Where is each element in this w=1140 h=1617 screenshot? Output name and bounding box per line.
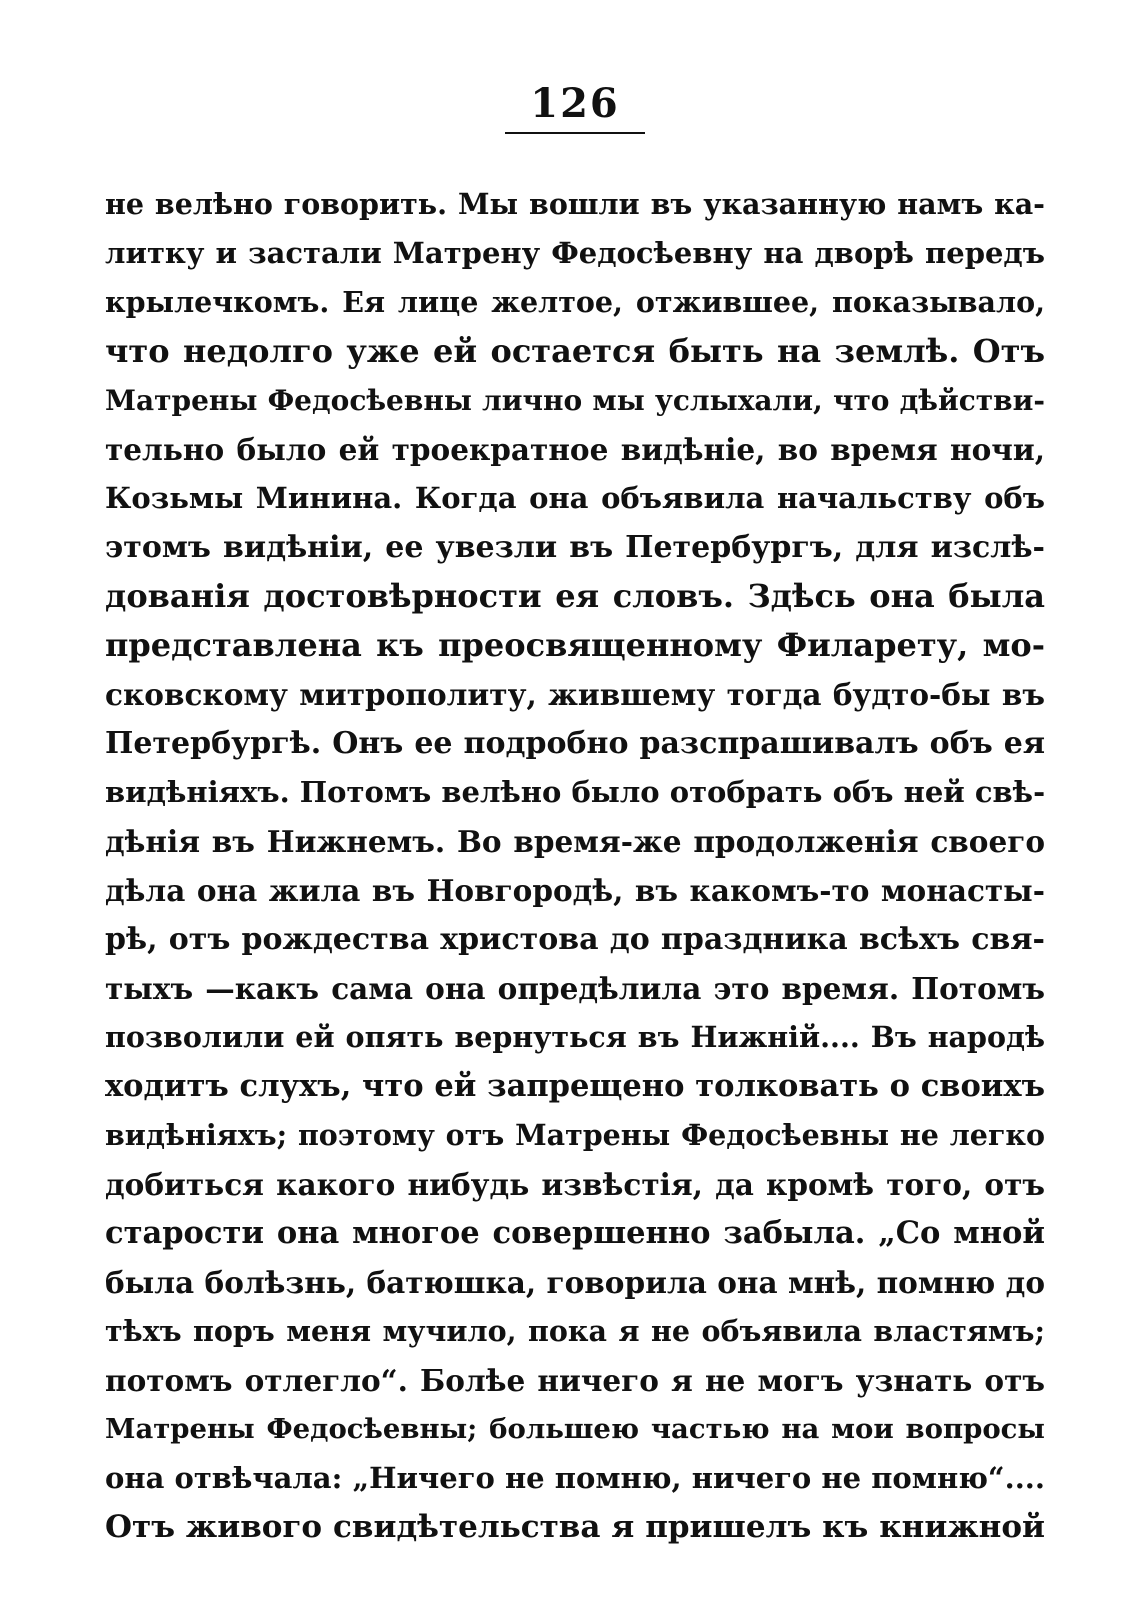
body-text bbox=[105, 180, 1045, 1552]
text-line: Отъ живого свидѣтельства я пришелъ къ книжной bbox=[105, 1509, 1045, 1545]
text-line: была болѣзнь, батюшка, говорила она мнѣ, помню до bbox=[105, 1265, 1045, 1300]
text-line: потомъ отлегло“. Болѣе ничего я не могъ узнать отъ bbox=[105, 1363, 1045, 1398]
page-number: 126 bbox=[530, 80, 620, 127]
text-line: позволили ей опять вернуться въ Нижній.... Въ народѣ bbox=[105, 1020, 1045, 1054]
text-line: представлена къ преосвященному Филарету, мо- bbox=[105, 626, 1045, 664]
text-line: старости она многое совершенно забыла. „Со мной bbox=[105, 1215, 1045, 1251]
text-line: дѣнія въ Нижнемъ. Во время-же продолженія своего bbox=[105, 824, 1045, 859]
text-line: Матрены Федосѣевны; большею частью на мои вопросы bbox=[105, 1413, 1045, 1445]
text-line: она отвѣчала: „Ничего не помню, ничего не помню“.... bbox=[105, 1461, 1045, 1495]
text-line: дованія достовѣрности ея словъ. Здѣсь она была bbox=[105, 577, 1045, 615]
text-line: что недолго уже ей остается быть на землѣ. Отъ bbox=[105, 332, 1045, 370]
text-line: рѣ, отъ рождества христова до праздника всѣхъ свя- bbox=[105, 922, 1045, 957]
text-line: добиться какого нибудь извѣстія, да кромѣ того, отъ bbox=[105, 1167, 1045, 1202]
text-line: тѣхъ поръ меня мучило, пока я не объявила властямъ; bbox=[105, 1314, 1045, 1348]
text-line: крылечкомъ. Ея лице желтое, отжившее, показывало, bbox=[105, 285, 1045, 319]
text-line: Петербургѣ. Онъ ее подробно разспрашивалъ объ ея bbox=[105, 726, 1045, 761]
text-line: не велѣно говорить. Мы вошли въ указанную намъ ка- bbox=[105, 187, 1045, 221]
text-line: Козьмы Минина. Когда она объявила начальству объ bbox=[105, 481, 1045, 515]
text-line: видѣніяхъ; поэтому отъ Матрены Федосѣевны не легко bbox=[105, 1118, 1045, 1152]
text-line: литку и застали Матрену Федосѣевну на дворѣ передъ bbox=[105, 236, 1045, 270]
text-line: сковскому митрополиту, жившему тогда будто-бы въ bbox=[105, 677, 1045, 712]
page-number-rule bbox=[505, 132, 645, 134]
text-line: тельно было ей троекратное видѣніе, во время ночи, bbox=[105, 432, 1045, 467]
text-line: тыхъ —какъ сама она опредѣлила это время. Потомъ bbox=[105, 971, 1045, 1006]
text-line: этомъ видѣніи, ее увезли въ Петербургъ, для изслѣ- bbox=[105, 530, 1045, 565]
text-line: ходитъ слухъ, что ей запрещено толковать о своихъ bbox=[105, 1068, 1045, 1104]
text-line: видѣніяхъ. Потомъ велѣно было отобрать объ ней свѣ- bbox=[105, 775, 1045, 809]
text-line: Матрены Федосѣевны лично мы услыхали, что дѣйстви- bbox=[105, 384, 1045, 417]
text-line: дѣла она жила въ Новгородѣ, въ какомъ-то монасты- bbox=[105, 873, 1045, 908]
